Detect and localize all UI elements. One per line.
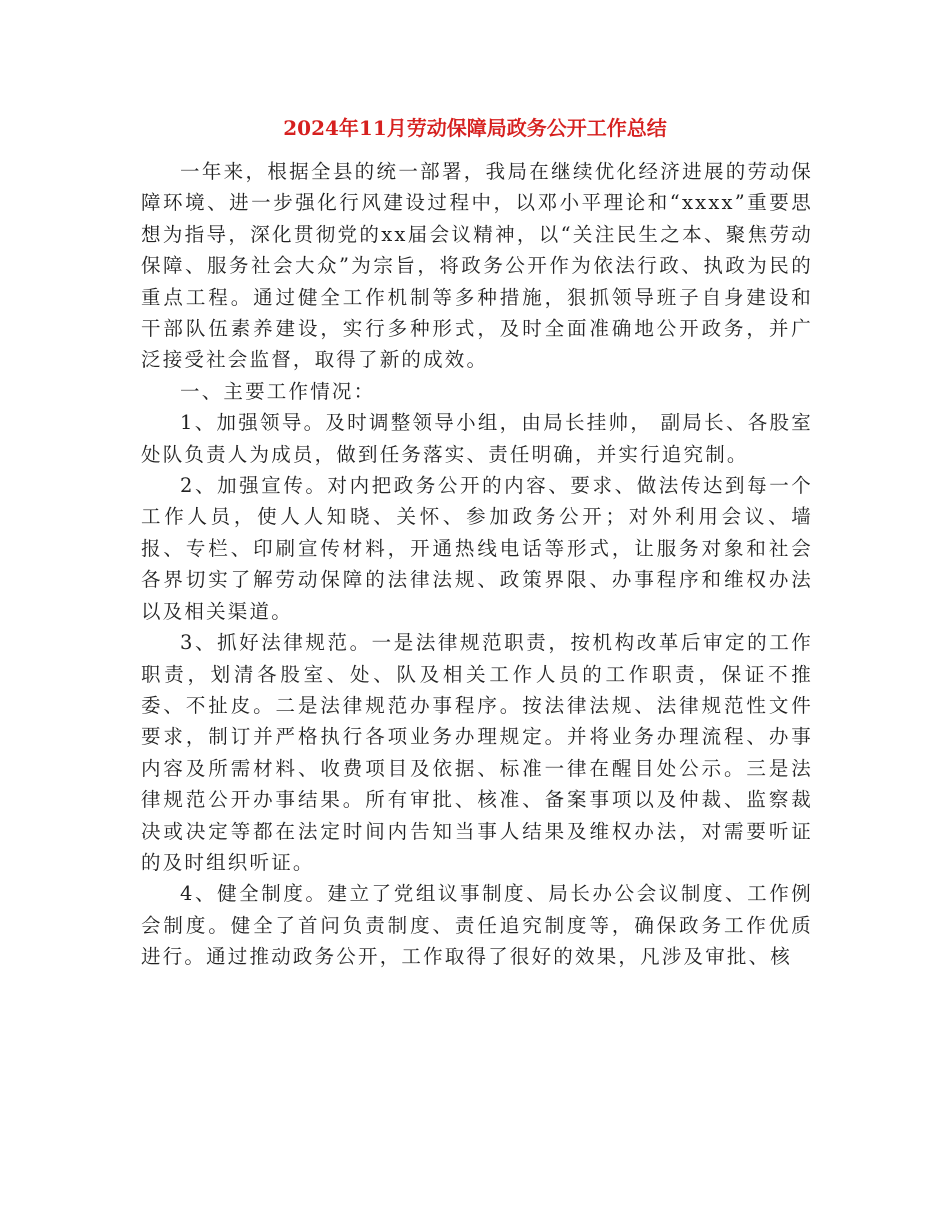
paragraph-intro: 一年来，根据全县的统一部署，我局在继续优化经济进展的劳动保障环境、进一步强化行风建设过程中，以邓小平理论和“xxxx”重要思想为指导，深化贯彻党的xx届会议精神，以“关注民生之本、聚焦劳动保障、服务社会大众”为宗旨，将政务公开作为依法行政、执政为民的重点工程。通过健全工作机制等多种措施，狠抓领导班子自身建设和干部队伍素养建设，实行多种形式，及时全面准确地公开政务，并广泛接受社会监督，取得了新的成效。 [141, 160, 813, 372]
section-heading-main-work: 一、主要工作情况： [180, 379, 376, 403]
paragraph-item-4-systems: 4、健全制度。建立了党组议事制度、局长办公会议制度、工作例会制度。健全了首问负责制度、责任追究制度等，确保政务工作优质进行。通过推动政务公开，工作取得了很好的效果，凡涉及审批、核 [141, 882, 813, 969]
paragraph-item-1-leadership: 1、加强领导。及时调整领导小组，由局长挂帅， 副局长、各股室处队负责人为成员，做到任务落实、责任明确，并实行追究制。 [141, 411, 813, 466]
document-body [141, 156, 813, 973]
paragraph-item-3-legal-norms: 3、抓好法律规范。一是法律规范职责，按机构改革后审定的工作职责，划清各股室、处、队及相关工作人员的工作职责，保证不推委、不扯皮。二是法律规范办事程序。按法律法规、法律规范性文件要求，制订并严格执行各项业务办理规定。并将业务办理流程、办事内容及所需材料、收费项目及依据、标准一律在醒目处公示。三是法律规范公开办事结果。所有审批、核准、备案事项以及仲裁、监察裁决或决定等都在法定时间内告知当事人结果及维权办法，对需要听证的及时组织听证。 [141, 631, 813, 874]
document-title: 2024年11月劳动保障局政务公开工作总结 [283, 116, 667, 140]
paragraph-item-2-publicity: 2、加强宣传。对内把政务公开的内容、要求、做法传达到每一个工作人员，使人人知晓、关怀、参加政务公开；对外利用会议、墙报、专栏、印刷宣传材料，开通热线电话等形式，让服务对象和社会各界切实了解劳动保障的法律法规、政策界限、办事程序和维权办法以及相关渠道。 [141, 474, 813, 623]
